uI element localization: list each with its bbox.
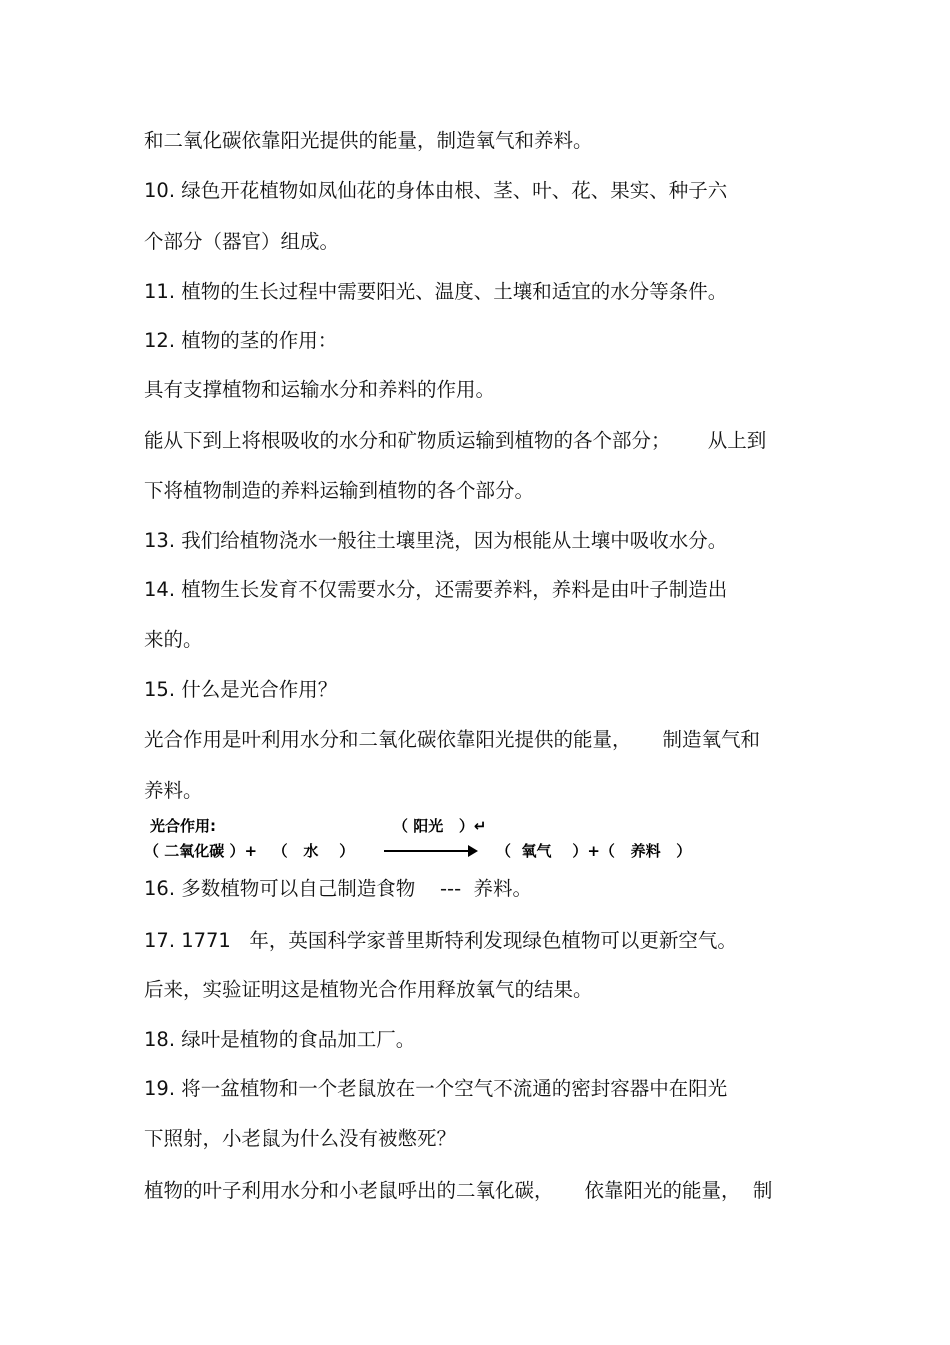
- equation-reactants: （ 二氧化碳 ）+ （ 水 ）: [144, 842, 355, 860]
- text-line-21: 植物的叶子利用水分和小老鼠呼出的二氧化碳， 依靠阳光的能量， 制: [144, 1179, 773, 1202]
- text-line-7: 能从下到上将根吸收的水分和矿物质运输到植物的各个部分； 从上到: [144, 429, 767, 452]
- text-line-5: 12. 植物的茎的作用：: [144, 329, 338, 352]
- text-line-18: 18. 绿叶是植物的食品加工厂。: [144, 1028, 416, 1051]
- text-line-19: 19. 将一盆植物和一个老鼠放在一个空气不流通的密封容器中在阳光: [144, 1077, 728, 1100]
- text-line-15: 16. 多数植物可以自己制造食物 --- 养料。: [144, 877, 533, 900]
- text-line-11: 来的。: [144, 628, 203, 651]
- text-line-3: 个部分（器官）组成。: [144, 230, 340, 253]
- equation-label: 光合作用:: [150, 817, 216, 835]
- equation-products: （ 氧气 ）+（ 养料 ）: [496, 842, 692, 860]
- text-line-6: 具有支撑植物和运输水分和养料的作用。: [144, 378, 496, 401]
- text-line-20: 下照射，小老鼠为什么没有被憋死？: [144, 1127, 457, 1150]
- text-line-12: 15. 什么是光合作用？: [144, 678, 338, 701]
- text-line-17: 后来，实验证明这是植物光合作用释放氧气的结果。: [144, 978, 593, 1001]
- text-line-4: 11. 植物的生长过程中需要阳光、温度、土壤和适宜的水分等条件。: [144, 280, 728, 303]
- text-line-10: 14. 植物生长发育不仅需要水分，还需要养料，养料是由叶子制造出: [144, 578, 728, 601]
- reaction-arrow: [384, 850, 472, 852]
- text-line-1: 和二氧化碳依靠阳光提供的能量，制造氧气和养料。: [144, 129, 593, 152]
- text-line-14: 养料。: [144, 779, 203, 802]
- equation-condition: （ 阳光 ）↵: [393, 817, 487, 835]
- arrow-head-icon: [468, 845, 478, 857]
- text-line-2: 10. 绿色开花植物如凤仙花的身体由根、茎、叶、花、果实、种子六: [144, 179, 728, 202]
- text-line-16: 17. 1771 年，英国科学家普里斯特利发现绿色植物可以更新空气。: [144, 929, 737, 952]
- text-line-8: 下将植物制造的养料运输到植物的各个部分。: [144, 479, 535, 502]
- text-line-13: 光合作用是叶利用水分和二氧化碳依靠阳光提供的能量， 制造氧气和: [144, 728, 760, 751]
- text-line-9: 13. 我们给植物浇水一般往土壤里浇，因为根能从土壤中吸收水分。: [144, 529, 728, 552]
